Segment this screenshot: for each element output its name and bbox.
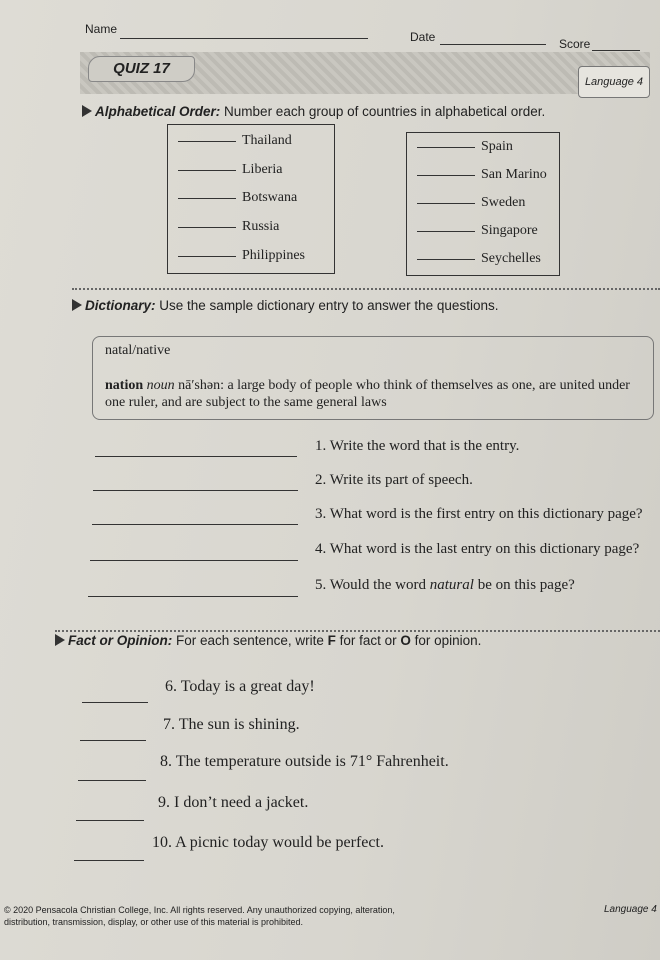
- statement-6: 6. Today is a great day!: [165, 678, 315, 695]
- list-item: [417, 167, 547, 183]
- answer-blank[interactable]: [417, 203, 475, 204]
- name-label: Name: [85, 22, 118, 36]
- score-field[interactable]: [592, 50, 640, 51]
- q5-word: natural: [429, 577, 474, 593]
- dictionary-title: Dictionary:: [85, 298, 156, 313]
- question-4: 4. What word is the last entry on this dictionary page?: [315, 541, 640, 557]
- copyright-notice: [4, 904, 395, 928]
- country: Spain: [481, 139, 513, 154]
- list-item: [417, 223, 538, 239]
- answer-blank[interactable]: [178, 198, 236, 199]
- country: Philippines: [242, 248, 306, 263]
- alpha-instruction: Number each group of countries in alphabetical order.: [224, 104, 546, 119]
- course-label: Language 4: [578, 66, 650, 98]
- alpha-title: Alphabetical Order:: [95, 104, 221, 119]
- list-item: [178, 219, 279, 235]
- q5-text: 5. Would the word: [315, 577, 430, 593]
- question-1: 1. Write the word that is the entry.: [315, 438, 520, 454]
- list-item: [178, 133, 292, 149]
- section-divider: [72, 288, 660, 290]
- question-5: [315, 577, 575, 594]
- dictionary-instruction: Use the sample dictionary entry to answer the questions.: [159, 298, 499, 313]
- country-group-1: [167, 124, 335, 274]
- country: Singapore: [481, 223, 538, 238]
- definition: a large body of people who think of themselves as one, are united under one ruler, and are subject to the same general laws: [105, 378, 630, 410]
- fact-instruction: for fact or: [335, 633, 401, 648]
- triangle-icon: [72, 299, 82, 311]
- country: Liberia: [242, 162, 283, 177]
- country-group-2: [406, 132, 560, 276]
- dictionary-heading: [72, 298, 498, 313]
- answer-blank-10[interactable]: [74, 860, 144, 861]
- fact-instruction: For each sentence, write: [176, 633, 328, 648]
- opinion-letter: O: [400, 633, 411, 648]
- guide-words: natal/native: [105, 343, 171, 358]
- answer-blank-3[interactable]: [92, 524, 298, 525]
- date-field[interactable]: [440, 44, 546, 45]
- answer-blank-5[interactable]: [88, 596, 298, 597]
- answer-blank-9[interactable]: [76, 820, 144, 821]
- name-field[interactable]: [120, 38, 368, 39]
- footer-course: Language 4: [604, 904, 657, 915]
- answer-blank[interactable]: [417, 175, 475, 176]
- entry-word: nation: [105, 378, 144, 393]
- answer-blank[interactable]: [417, 147, 475, 148]
- triangle-icon: [82, 105, 92, 117]
- country: San Marino: [481, 167, 547, 182]
- country: Seychelles: [481, 251, 541, 266]
- date-label: Date: [410, 30, 436, 44]
- country: Sweden: [481, 195, 526, 210]
- list-item: [417, 139, 513, 155]
- dictionary-entry: [105, 377, 645, 411]
- statement-8: 8. The temperature outside is 71° Fahrenheit.: [160, 753, 449, 770]
- dictionary-entry-box: [92, 336, 654, 420]
- pronunciation: nā′shən:: [178, 378, 224, 393]
- fact-heading: [55, 633, 481, 648]
- country: Botswana: [242, 190, 298, 205]
- fact-title: Fact or Opinion:: [68, 633, 173, 648]
- part-of-speech: noun: [146, 378, 175, 393]
- question-2: 2. Write its part of speech.: [315, 472, 473, 488]
- score-label: Score: [559, 37, 591, 51]
- answer-blank-2[interactable]: [93, 490, 298, 491]
- answer-blank[interactable]: [178, 256, 236, 257]
- answer-blank[interactable]: [178, 170, 236, 171]
- quiz-title: QUIZ 17: [88, 56, 195, 82]
- section-divider: [55, 630, 660, 632]
- q5-text: be on this page?: [473, 577, 575, 593]
- answer-blank[interactable]: [417, 259, 475, 260]
- fact-instruction: for opinion.: [410, 633, 482, 648]
- statement-9: 9. I don’t need a jacket.: [158, 794, 309, 811]
- list-item: [417, 251, 541, 267]
- country: Thailand: [242, 133, 292, 148]
- country: Russia: [242, 219, 280, 234]
- list-item: [178, 162, 282, 178]
- answer-blank[interactable]: [417, 231, 475, 232]
- statement-7: 7. The sun is shining.: [163, 716, 300, 733]
- alpha-heading: [82, 104, 545, 119]
- list-item: [417, 195, 525, 211]
- list-item: [178, 248, 305, 264]
- answer-blank-6[interactable]: [82, 702, 148, 703]
- triangle-icon: [55, 634, 65, 646]
- question-3: 3. What word is the first entry on this dictionary page?: [315, 506, 643, 522]
- answer-blank-4[interactable]: [90, 560, 298, 561]
- answer-blank-1[interactable]: [95, 456, 297, 457]
- copyright-line: distribution, transmission, display, or other use of this material is prohibited.: [4, 917, 303, 927]
- list-item: [178, 190, 297, 206]
- statement-10: 10. A picnic today would be perfect.: [152, 834, 384, 851]
- answer-blank-7[interactable]: [80, 740, 146, 741]
- copyright-line: © 2020 Pensacola Christian College, Inc. All rights reserved. Any unauthorized copying, alteration,: [4, 905, 395, 915]
- answer-blank[interactable]: [178, 141, 236, 142]
- answer-blank-8[interactable]: [78, 780, 146, 781]
- answer-blank[interactable]: [178, 227, 236, 228]
- fact-letter: F: [327, 633, 336, 648]
